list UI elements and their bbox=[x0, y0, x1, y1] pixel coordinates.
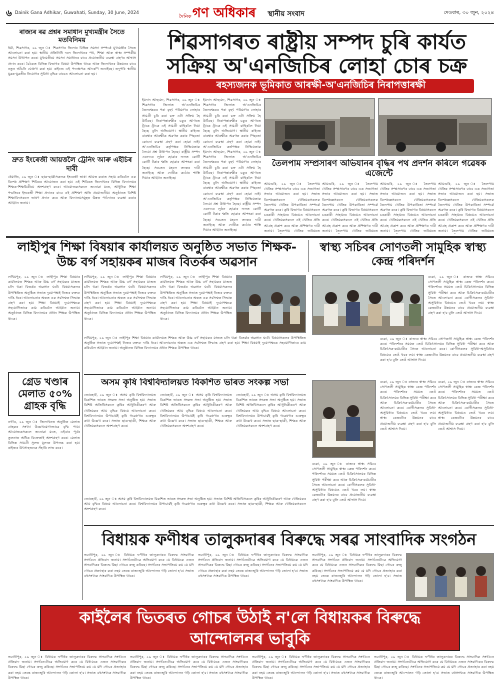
left-story1-body: ধৰ্মা, শিৱসাগৰ, ২৯ জুন ঃ শিৱসাগৰ জিলাৰ বিভিন্ন সমস্যা সম্পৰ্কে মুখ্যমন্ত্ৰীৰ সৈতে আলোচনা কৰা হয়। স্থানীয় প্ৰতিনিধি দলে জিলাখনৰ পথ, শিক্ষা আৰু স্বাস্থ্য সম্পৰ্কীয় সমস্যা উত্থাপন কৰে। মুখ্যমন্ত্ৰীয়ে সমস্যা সমাধানৰ বাবে প্ৰয়োজনীয় ব্যৱস্থা গ্ৰহণৰ আশ্বাস প্ৰদান কৰে। বৈঠকত বিভিন্ন বিভাগৰ বিষয়া উপস্থিত থাকে আৰু জিলাখনৰ উন্নয়নৰ বাবে নতুন আঁচনি ঘোষণা কৰা হয়। ৰাইজে এই পদক্ষেপক আদৰণি জনাইছে। তদুপৰি স্থানীয় যুৱক-যুৱতীৰ নিয়োগৰ সুবিধা বৃদ্ধিৰ বাবেও আলোচনা কৰা হয়। bbox=[8, 46, 136, 77]
main-headline: শিৱসাগৰত ৰাষ্ট্ৰীয় সম্পদ চুৰি কাৰ্যত সক্ৰিয় অ'এনজিচিৰ লোহা চোৰ চক্ৰ bbox=[166, 30, 468, 78]
row2-right-body-col5: বকো, ২৯ জুন ঃ ৰাজ্যৰ স্বাস্থ্য সচিবে সোণতলী সামুহিক স্বাস্থ্য কেন্দ্ৰ পৰিদৰ্শন কৰে। পৰিদৰ্শনৰ সময়ত তেওঁ চিকিৎসালয়ৰ বিভিন্ন সুবিধা পৰীক্ষা কৰে আৰু চিকিৎসক-কৰ্মচাৰীৰ সৈতে আলোচনা কৰে। ৰোগীসকলৰ সুবিধা-অসুবিধাৰ বিষয়েও তেওঁ খবৰ লয়। স্বাস্থ্য কেন্দ্ৰটোৰ উন্নয়নৰ বাবে প্ৰয়োজনীয় ব্যৱস্থা গ্ৰহণ কৰা হ'ব বুলি তেওঁ আশ্বাস দিয়ে। bbox=[438, 380, 494, 431]
column-rule bbox=[82, 275, 83, 600]
row2-right-headline: স্বাস্থ্য সচিবৰ সোণতলী সামুহিক স্বাস্থ্য কেন্দ্ৰ পৰিদৰ্শন bbox=[319, 240, 487, 268]
bottom-band-headline: কাইলৈৰ ভিতৰত গোচৰ উঠাই ন'লে বিধায়কৰ বিৰুদ্ধে আন্দোলনৰ ভাবুকি bbox=[40, 605, 460, 651]
left-story2-headline: দ্ৰুত ইংৰেজী আয়ত্তলৈ ট্ৰেনিং আৰু এইচিৰ দাবী bbox=[12, 156, 132, 173]
sidebar-box bbox=[8, 372, 80, 416]
middle-story-body-col1: আমগুৰি, ২৯ জুন ঃ তৈলপাম খেতিৰ সম্প্ৰসাৰণৰ বাবে এক সজাগতা সভাৰ আয়োজন কৰা হয়। সভাত বিশেষজ্ঞসকলে খেতিয়কসকলক তৈলপাম খেতিৰ উপকাৰিতা সম্পৰ্কে অৱগত কৰে। কৃষি বিভাগৰ বিষয়াসকলে চৰকাৰী সাহায্যৰ বিষয়েও আলোচনা কৰে। খেতিয়কসকলে এই খেতিৰ প্ৰতি আগ্ৰহ প্ৰকাশ কৰে আৰু প্ৰশিক্ষণৰ দাবী জনায়। তৈলপাম খেতিৰ জৰিয়তে bbox=[264, 182, 320, 233]
row2-left-headline: লাহীপুৰ শিক্ষা বিষয়াৰ কাৰ্যালয়ত অনুষ্ঠিত সভাত শিক্ষক-উচ্চ বৰ্গ সহায়কৰ মাজৰ বিতৰ্কৰ অৱসান bbox=[17, 240, 297, 269]
bottom-body-col6: ভবানীপুৰ, ২৯ জুন ঃ বিধায়ক ফণীধৰ তালুকদাৰৰ বিৰুদ্ধে সাংবাদিক সংগঠনে প্ৰতিবাদ জনায়। সংগঠনটোৱে অভিযোগ কৰে যে বিধায়কে এজন সাংবাদিকৰ বিৰুদ্ধে মিছা গোচৰ ৰুজু কৰিছে। সংগঠনৰ সভাপতিয়ে কয় যে যদি গোচৰ প্ৰত্যাহাৰ কৰা নহয় তেন্তে ৰাজ্যজুৰি আন্দোলন গঢ়ি তোলা হ'ব। সভাত বহুসংখ্যক সাংবাদিক উপস্থিত থাকে। bbox=[252, 655, 370, 680]
row2-right-body-col4: বকো, ২৯ জুন ঃ ৰাজ্যৰ স্বাস্থ্য সচিবে সোণতলী সামুহিক স্বাস্থ্য কেন্দ্ৰ পৰিদৰ্শন কৰে। পৰিদৰ্শনৰ সময়ত তেওঁ চিকিৎসালয়ৰ বিভিন্ন সুবিধা পৰীক্ষা কৰে আৰু চিকিৎসক-কৰ্মচাৰীৰ সৈতে আলোচনা কৰে। ৰোগীসকলৰ সুবিধা-অসুবিধাৰ বিষয়েও তেওঁ খবৰ লয়। স্বাস্থ্য কেন্দ্ৰটোৰ উন্নয়নৰ বাবে প্ৰয়োজনীয় ব্যৱস্থা গ্ৰহণ কৰা হ'ব বুলি তেওঁ আশ্বাস দিয়ে। bbox=[380, 380, 436, 431]
bottom-story-headline: বিধায়ক ফণীধৰ তালুকদাৰৰ বিৰুদ্ধে সৰৱ সাংবাদিক সংগঠন bbox=[101, 530, 477, 549]
divider bbox=[8, 152, 136, 153]
row2-left-photo bbox=[236, 275, 306, 333]
sidebar-box-headline: গ্ৰেড খণ্ডাৰ মেলাত ৫০% গ্ৰাহক বৃদ্ধি bbox=[18, 377, 72, 412]
agri-story-headline: অসম কৃষি বিশ্ববিদ্যালয়ত বিকশিত ভাৰত সংকল্প সভা bbox=[101, 378, 289, 388]
row2-right-body-col2: বকো, ২৯ জুন ঃ ৰাজ্যৰ স্বাস্থ্য সচিবে সোণতলী সামুহিক স্বাস্থ্য কেন্দ্ৰ পৰিদৰ্শন কৰে। পৰিদৰ্শনৰ সময়ত তেওঁ চিকিৎসালয়ৰ বিভিন্ন সুবিধা পৰীক্ষা কৰে আৰু চিকিৎসক-কৰ্মচাৰীৰ সৈতে আলোচনা কৰে। ৰোগীসকলৰ সুবিধা-অসুবিধাৰ বিষয়েও তেওঁ খবৰ লয়। স্বাস্থ্য কেন্দ্ৰটোৰ উন্নয়নৰ বাবে প্ৰয়োজনীয় ব্যৱস্থা গ্ৰহণ কৰা হ'ব বুলি তেওঁ আশ্বাস দিয়ে। bbox=[380, 337, 494, 362]
masthead bbox=[6, 4, 494, 24]
bottom-body-col7: ভবানীপুৰ, ২৯ জুন ঃ বিধায়ক ফণীধৰ তালুকদাৰৰ বিৰুদ্ধে সাংবাদিক সংগঠনে প্ৰতিবাদ জনায়। সংগঠনটোৱে অভিযোগ কৰে যে বিধায়কে এজন সাংবাদিকৰ বিৰুদ্ধে মিছা গোচৰ ৰুজু কৰিছে। সংগঠনৰ সভাপতিয়ে কয় যে যদি গোচৰ প্ৰত্যাহাৰ কৰা নহয় তেন্তে ৰাজ্যজুৰি আন্দোলন গঢ়ি তোলা হ'ব। সভাত বহুসংখ্যক সাংবাদিক উপস্থিত থাকে। bbox=[374, 655, 494, 680]
logo-title: গণ অধিকাৰ bbox=[192, 6, 256, 21]
bottom-body-col2: ভবানীপুৰ, ২৯ জুন ঃ বিধায়ক ফণীধৰ তালুকদাৰৰ বিৰুদ্ধে সাংবাদিক সংগঠনে প্ৰতিবাদ জনায়। সংগঠনটোৱে অভিযোগ কৰে যে বিধায়কে এজন সাংবাদিকৰ বিৰুদ্ধে মিছা গোচৰ ৰুজু কৰিছে। সংগঠনৰ সভাপতিয়ে কয় যে যদি গোচৰ প্ৰত্যাহাৰ কৰা নহয় তেন্তে ৰাজ্যজুৰি আন্দোলন গঢ়ি তোলা হ'ব। সভাত বহুসংখ্যক সাংবাদিক উপস্থিত থাকে। bbox=[198, 553, 308, 578]
dateline: Dainik Gana Adhikar, Guwahati, Sunday, 30 June, 2024 bbox=[14, 11, 139, 16]
agri-body-col1: জোৰহাট, ২৯ জুন ঃ অসম কৃষি বিশ্ববিদ্যালয়ত বিকশিত ভাৰত সংকল্প সভা অনুষ্ঠিত হয়। সভাত বিশিষ্ট অতিথিসকলে কৃষিৰ আধুনিকীকৰণ আৰু খেতিয়কৰ আয় বৃদ্ধিৰ বিষয়ে আলোচনা কৰে। বিশ্ববিদ্যালয়ৰ উপাচাৰ্যই কৃষি গৱেষণাৰ গুৰুত্বৰ কথা উল্লেখ কৰে। সভাত ছাত্ৰ-ছাত্ৰী, শিক্ষক আৰু খেতিয়কসকলে অংশগ্ৰহণ কৰে। bbox=[84, 393, 156, 429]
section-divider bbox=[6, 236, 494, 238]
page-number: ৬ bbox=[6, 9, 12, 19]
row2-right-body-col1: বকো, ২৯ জুন ঃ ৰাজ্যৰ স্বাস্থ্য সচিবে সোণতলী সামুহিক স্বাস্থ্য কেন্দ্ৰ পৰিদৰ্শন কৰে। পৰিদৰ্শনৰ সময়ত তেওঁ চিকিৎসালয়ৰ বিভিন্ন সুবিধা পৰীক্ষা কৰে আৰু চিকিৎসক-কৰ্মচাৰীৰ সৈতে আলোচনা কৰে। ৰোগীসকলৰ সুবিধা-অসুবিধাৰ বিষয়েও তেওঁ খবৰ লয়। স্বাস্থ্য কেন্দ্ৰটোৰ উন্নয়নৰ বাবে প্ৰয়োজনীয় ব্যৱস্থা গ্ৰহণ কৰা হ'ব বুলি তেওঁ আশ্বাস দিয়ে। bbox=[428, 275, 494, 316]
row2-left-body-lower: লখিমপুৰ, ২৯ জুন ঃ লাহীপুৰ শিক্ষা বিষয়াৰ কাৰ্যালয়ত শিক্ষক আৰু উচ্চ বৰ্গ সহায়কৰ মাজত চলি থকা বিতৰ্কৰ অৱসান ঘটে। বিষয়াসকলৰ উপস্থিতিত অনুষ্ঠিত সভাত দুয়োপক্ষই নিজৰ বক্তব্য দাঙি ধৰে। আলোচনাৰ অন্তত এক সৰ্বসন্মত সিদ্ধান্ত গ্ৰহণ কৰা হয়। শিক্ষা বিষয়াই দুয়োপক্ষকে সহযোগিতাৰে কাম কৰিবলৈ আহ্বান জনায়। অনুষ্ঠানত বিভিন্ন বিদ্যালয়ৰ প্ৰধান শিক্ষক উপস্থিত থাকে। bbox=[84, 336, 306, 351]
section-divider bbox=[84, 525, 494, 526]
row2-right-photo bbox=[312, 275, 424, 335]
left-story2-body: ধেমাজি, ২৯ জুন ঃ ছাত্ৰ-ছাত্ৰীসকলক ইংৰেজী ভাষা আয়ত্ত কৰাত সহায় কৰিবলৈ এক বিশেষ প্ৰশিক্ষণ শিবিৰৰ আয়োজন কৰা হয়। এই শিবিৰত জিলাখনৰ বিভিন্ন বিদ্যালয়ৰ শিক্ষক-শিক্ষয়িত্ৰীয়ে অংশগ্ৰহণ কৰে। আয়োজকসকলে জনোৱা মতে, আধুনিক শিক্ষা পদ্ধতিৰে ইংৰেজী শিক্ষা প্ৰদানৰ বাবে এই প্ৰশিক্ষণ অতি প্ৰয়োজনীয়। অনুষ্ঠানত বিশিষ্ট শিক্ষাবিদসকলে ভাষণ প্ৰদান কৰে আৰু বিদ্যালয়সমূহত উন্নত পাঠদানৰ ব্যৱস্থা কৰাৰ আহ্বান জনায়। bbox=[8, 175, 136, 206]
middle-story-body-col2: আমগুৰি, ২৯ জুন ঃ তৈলপাম খেতিৰ সম্প্ৰসাৰণৰ বাবে এক সজাগতা সভাৰ আয়োজন কৰা হয়। সভাত বিশেষজ্ঞসকলে খেতিয়কসকলক তৈলপাম খেতিৰ উপকাৰিতা সম্পৰ্কে অৱগত কৰে। কৃষি বিভাগৰ বিষয়াসকলে চৰকাৰী সাহায্যৰ বিষয়েও আলোচনা কৰে। খেতিয়কসকলে এই খেতিৰ প্ৰতি আগ্ৰহ প্ৰকাশ কৰে আৰু প্ৰশিক্ষণৰ দাবী জনায়। তৈলপাম খেতিৰ জৰিয়তে bbox=[322, 182, 378, 233]
newspaper-logo bbox=[179, 7, 256, 20]
bottom-body-col3: ভবানীপুৰ, ২৯ জুন ঃ বিধায়ক ফণীধৰ তালুকদাৰৰ বিৰুদ্ধে সাংবাদিক সংগঠনে প্ৰতিবাদ জনায়। সংগঠনটোৱে অভিযোগ কৰে যে বিধায়কে এজন সাংবাদিকৰ বিৰুদ্ধে মিছা গোচৰ ৰুজু কৰিছে। সংগঠনৰ সভাপতিয়ে কয় যে যদি গোচৰ প্ৰত্যাহাৰ কৰা নহয় তেন্তে ৰাজ্যজুৰি আন্দোলন গঢ়ি তোলা হ'ব। সভাত বহুসংখ্যক সাংবাদিক উপস্থিত থাকে। bbox=[312, 553, 402, 584]
column-rule bbox=[308, 240, 309, 272]
agri-body-col2: জোৰহাট, ২৯ জুন ঃ অসম কৃষি বিশ্ববিদ্যালয়ত বিকশিত ভাৰত সংকল্প সভা অনুষ্ঠিত হয়। সভাত বিশিষ্ট অতিথিসকলে কৃষিৰ আধুনিকীকৰণ আৰু খেতিয়কৰ আয় বৃদ্ধিৰ বিষয়ে আলোচনা কৰে। বিশ্ববিদ্যালয়ৰ উপাচাৰ্যই কৃষি গৱেষণাৰ গুৰুত্বৰ কথা উল্লেখ কৰে। সভাত ছাত্ৰ-ছাত্ৰী, শিক্ষক আৰু খেতিয়কসকলে অংশগ্ৰহণ কৰে। bbox=[160, 393, 232, 429]
main-story-body-col2: ইমদাদ আহমেদ, শিৱসাগৰ, ২৯ জুন ঃ শিৱসাগৰ জিলাত অ'এনজিচিৰ তৈলক্ষেত্ৰৰ পৰা বৃহৎ পৰিমাণৰ লোহাৰ সামগ্ৰী চুৰি কৰা চক্ৰ এটা সক্ৰিয় হৈ উঠিছে। নিৰাপত্তাৰক্ষীৰ চকুৰ আগতে ট্ৰাকে ট্ৰাকে এই সামগ্ৰী বাহিৰলৈ নিয়া হৈছে বুলি অভিযোগ। স্থানীয় ৰাইজে বাৰম্বাৰ আৰক্ষীক অৱগত কৰাৰ পিছতো কোনো ব্যৱস্থা গ্ৰহণ কৰা হোৱা নাই। অ'এনজিচিৰ কৰ্তৃপক্ষৰ নিষ্ক্ৰিয়তাক bbox=[203, 98, 261, 148]
bottom-body-col1: ভবানীপুৰ, ২৯ জুন ঃ বিধায়ক ফণীধৰ তালুকদাৰৰ বিৰুদ্ধে সাংবাদিক সংগঠনে প্ৰতিবাদ জনায়। সংগঠনটোৱে অভিযোগ কৰে যে বিধায়কে এজন সাংবাদিকৰ বিৰুদ্ধে মিছা গোচৰ ৰুজু কৰিছে। সংগঠনৰ সভাপতিয়ে কয় যে যদি গোচৰ প্ৰত্যাহাৰ কৰা নহয় তেন্তে ৰাজ্যজুৰি আন্দোলন গঢ়ি তোলা হ'ব। সভাত বহুসংখ্যক সাংবাদিক উপস্থিত থাকে। bbox=[84, 553, 194, 578]
meeting-photo bbox=[312, 380, 376, 458]
agri-body-col3: জোৰহাট, ২৯ জুন ঃ অসম কৃষি বিশ্ববিদ্যালয়ত বিকশিত ভাৰত সংকল্প সভা অনুষ্ঠিত হয়। সভাত বিশিষ্ট অতিথিসকলে কৃষিৰ আধুনিকীকৰণ আৰু খেতিয়কৰ আয় বৃদ্ধিৰ বিষয়ে আলোচনা কৰে। বিশ্ববিদ্যালয়ৰ উপাচাৰ্যই কৃষি গৱেষণাৰ গুৰুত্বৰ কথা উল্লেখ কৰে। সভাত ছাত্ৰ-ছাত্ৰী, শিক্ষক আৰু খেতিয়কসকলে অংশগ্ৰহণ কৰে। bbox=[236, 393, 306, 429]
middle-story-body-col4: আমগুৰি, ২৯ জুন ঃ তৈলপাম খেতিৰ সম্প্ৰসাৰণৰ বাবে এক সজাগতা সভাৰ আয়োজন কৰা হয়। সভাত বিশেষজ্ঞসকলে খেতিয়কসকলক তৈলপাম খেতিৰ উপকাৰিতা সম্পৰ্কে অৱগত কৰে। কৃষি বিভাগৰ বিষয়াসকলে চৰকাৰী সাহায্যৰ বিষয়েও আলোচনা কৰে। খেতিয়কসকলে এই খেতিৰ প্ৰতি আগ্ৰহ প্ৰকাশ কৰে আৰু প্ৰশিক্ষণৰ দাবী জনায়। তৈলপাম খেতিৰ জৰিয়তে bbox=[438, 182, 494, 233]
bottom-body-col4: ভবানীপুৰ, ২৯ জুন ঃ বিধায়ক ফণীধৰ তালুকদাৰৰ বিৰুদ্ধে সাংবাদিক সংগঠনে প্ৰতিবাদ জনায়। সংগঠনটোৱে অভিযোগ কৰে যে বিধায়কে এজন সাংবাদিকৰ বিৰুদ্ধে মিছা গোচৰ ৰুজু কৰিছে। সংগঠনৰ সভাপতিয়ে কয় যে যদি গোচৰ প্ৰত্যাহাৰ কৰা নহয় তেন্তে ৰাজ্যজুৰি আন্দোলন গঢ়ি তোলা হ'ব। সভাত বহুসংখ্যক সাংবাদিক উপস্থিত থাকে। bbox=[8, 655, 126, 680]
sidebar-body: নগাঁও, ২৯ জুন ঃ জিলাখনত অনুষ্ঠিত মেলাত গ্ৰাহকৰ সংখ্যা উল্লেখযোগ্যভাৱে বৃদ্ধি পায়। আয়োজকসকলে জনোৱা মতে, এইবাৰ পূৰ্বৰ তুলনাত অধিক বিক্ৰেতাই অংশগ্ৰহণ কৰে। মেলাত বিভিন্ন সামগ্ৰী সুলভ মূল্যত উপলব্ধ কৰা হয়। ৰাইজৰ উৎসাহজনক সঁহাৰি লাভ কৰে। bbox=[8, 420, 80, 451]
middle-story-body-col3: আমগুৰি, ২৯ জুন ঃ তৈলপাম খেতিৰ সম্প্ৰসাৰণৰ বাবে এক সজাগতা সভাৰ আয়োজন কৰা হয়। সভাত বিশেষজ্ঞসকলে খেতিয়কসকলক তৈলপাম খেতিৰ উপকাৰিতা সম্পৰ্কে অৱগত কৰে। কৃষি বিভাগৰ বিষয়াসকলে চৰকাৰী সাহায্যৰ বিষয়েও আলোচনা কৰে। খেতিয়কসকলে এই খেতিৰ প্ৰতি আগ্ৰহ প্ৰকাশ কৰে আৰু প্ৰশিক্ষণৰ দাবী জনায়। তৈলপাম খেতিৰ জৰিয়তে bbox=[380, 182, 436, 233]
row2-left-body-col3: লখিমপুৰ, ২৯ জুন ঃ লাহীপুৰ শিক্ষা বিষয়াৰ কাৰ্যালয়ত শিক্ষক আৰু উচ্চ বৰ্গ সহায়কৰ মাজত চলি থকা বিতৰ্কৰ অৱসান ঘটে। বিষয়াসকলৰ উপস্থিতিত অনুষ্ঠিত সভাত দুয়োপক্ষই নিজৰ বক্তব্য দাঙি ধৰে। আলোচনাৰ অন্তত এক সৰ্বসন্মত সিদ্ধান্ত গ্ৰহণ কৰা হয়। শিক্ষা বিষয়াই দুয়োপক্ষকে সহযোগিতাৰে কাম কৰিবলৈ আহ্বান জনায়। অনুষ্ঠানত বিভিন্ন বিদ্যালয়ৰ প্ৰধান শিক্ষক উপস্থিত থাকে। bbox=[160, 275, 232, 321]
main-photo-2 bbox=[378, 98, 492, 156]
main-story-body-col1: ইমদাদ আহমেদ, শিৱসাগৰ, ২৯ জুন ঃ শিৱসাগৰ জিলাত অ'এনজিচিৰ তৈলক্ষেত্ৰৰ পৰা বৃহৎ পৰিমাণৰ লোহাৰ সামগ্ৰী চুৰি কৰা চক্ৰ এটা সক্ৰিয় হৈ উঠিছে। নিৰাপত্তাৰক্ষীৰ চকুৰ আগতে ট্ৰাকে ট্ৰাকে এই সামগ্ৰী বাহিৰলৈ নিয়া হৈছে বুলি অভিযোগ। স্থানীয় ৰাইজে বাৰম্বাৰ আৰক্ষীক অৱগত কৰাৰ পিছতো কোনো ব্যৱস্থা গ্ৰহণ কৰা হোৱা নাই। অ'এনজিচিৰ কৰ্তৃপক্ষৰ নিষ্ক্ৰিয়তাক লৈয়ো প্ৰশ্ন উত্থাপন হৈছে। ৰাষ্ট্ৰীয় সম্পদ এনেদৰে লুণ্ঠন হোৱাৰ ফলত কোটি কোটি টকাৰ ক্ষতি হোৱাৰ আশংকা কৰা হৈছে। সচেতন মহলে তদন্তৰ দাবী জনাইছে আৰু দোষীক কঠোৰ শাস্তি দিয়াৰ আহ্বান জনাইছে। bbox=[142, 98, 200, 181]
section-label: স্থানীয় সংবাদ bbox=[267, 9, 305, 18]
row2-right-body-col3: বকো, ২৯ জুন ঃ ৰাজ্যৰ স্বাস্থ্য সচিবে সোণতলী সামুহিক স্বাস্থ্য কেন্দ্ৰ পৰিদৰ্শন কৰে। পৰিদৰ্শনৰ সময়ত তেওঁ চিকিৎসালয়ৰ বিভিন্ন সুবিধা পৰীক্ষা কৰে আৰু চিকিৎসক-কৰ্মচাৰীৰ সৈতে আলোচনা কৰে। ৰোগীসকলৰ সুবিধা-অসুবিধাৰ বিষয়েও তেওঁ খবৰ লয়। স্বাস্থ্য কেন্দ্ৰটোৰ উন্নয়নৰ বাবে প্ৰয়োজনীয় ব্যৱস্থা গ্ৰহণ কৰা হ'ব বুলি তেওঁ আশ্বাস দিয়ে। bbox=[312, 462, 376, 503]
main-kicker: ৰহস্যজনক ভূমিকাত আৰক্ষী-অ'এনজিচিৰ নিৰাপত্তাৰক্ষী bbox=[168, 79, 474, 93]
main-story-body-col3: ইমদাদ আহমেদ, শিৱসাগৰ, ২৯ জুন ঃ শিৱসাগৰ জিলাত অ'এনজিচিৰ তৈলক্ষেত্ৰৰ পৰা বৃহৎ পৰিমাণৰ লোহাৰ সামগ্ৰী চুৰি কৰা চক্ৰ এটা সক্ৰিয় হৈ উঠিছে। নিৰাপত্তাৰক্ষীৰ চকুৰ আগতে ট্ৰাকে ট্ৰাকে এই সামগ্ৰী বাহিৰলৈ নিয়া হৈছে বুলি অভিযোগ। স্থানীয় ৰাইজে বাৰম্বাৰ আৰক্ষীক অৱগত কৰাৰ পিছতো কোনো ব্যৱস্থা গ্ৰহণ কৰা হোৱা নাই। অ'এনজিচিৰ কৰ্তৃপক্ষৰ নিষ্ক্ৰিয়তাক লৈয়ো প্ৰশ্ন উত্থাপন হৈছে। ৰাষ্ট্ৰীয় সম্পদ এনেদৰে লুণ্ঠন হোৱাৰ ফলত কোটি কোটি টকাৰ ক্ষতি হোৱাৰ আশংকা কৰা হৈছে। সচেতন মহলে তদন্তৰ দাবী জনাইছে আৰু দোষীক কঠোৰ শাস্তি দিয়াৰ আহ্বান জনাইছে। bbox=[203, 150, 261, 233]
left-story1-headline: ৰাজ্যৰ ৰৱ প্ৰশ্নৰ সমাধান মুখ্যমন্ত্ৰীৰ সৈতে মতবিনিময় bbox=[19, 28, 125, 44]
row2-left-body-col2: লখিমপুৰ, ২৯ জুন ঃ লাহীপুৰ শিক্ষা বিষয়াৰ কাৰ্যালয়ত শিক্ষক আৰু উচ্চ বৰ্গ সহায়কৰ মাজত চলি থকা বিতৰ্কৰ অৱসান ঘটে। বিষয়াসকলৰ উপস্থিতিত অনুষ্ঠিত সভাত দুয়োপক্ষই নিজৰ বক্তব্য দাঙি ধৰে। আলোচনাৰ অন্তত এক সৰ্বসন্মত সিদ্ধান্ত গ্ৰহণ কৰা হয়। শিক্ষা বিষয়াই দুয়োপক্ষকে সহযোগিতাৰে কাম কৰিবলৈ আহ্বান জনায়। অনুষ্ঠানত বিভিন্ন বিদ্যালয়ৰ প্ৰধান শিক্ষক উপস্থিত থাকে। bbox=[84, 275, 156, 321]
main-photo-1 bbox=[264, 98, 375, 156]
column-rule bbox=[138, 28, 139, 233]
agri-body-lower: জোৰহাট, ২৯ জুন ঃ অসম কৃষি বিশ্ববিদ্যালয়ত বিকশিত ভাৰত সংকল্প সভা অনুষ্ঠিত হয়। সভাত বিশিষ্ট অতিথিসকলে কৃষিৰ আধুনিকীকৰণ আৰু খেতিয়কৰ আয় বৃদ্ধিৰ বিষয়ে আলোচনা কৰে। বিশ্ববিদ্যালয়ৰ উপাচাৰ্যই কৃষি গৱেষণাৰ গুৰুত্বৰ কথা উল্লেখ কৰে। সভাত ছাত্ৰ-ছাত্ৰী, শিক্ষক আৰু খেতিয়কসকলে অংশগ্ৰহণ কৰে। bbox=[84, 497, 306, 512]
bottom-photo bbox=[406, 553, 494, 601]
row2-left-body-col1: লখিমপুৰ, ২৯ জুন ঃ লাহীপুৰ শিক্ষা বিষয়াৰ কাৰ্যালয়ত শিক্ষক আৰু উচ্চ বৰ্গ সহায়কৰ মাজত চলি থকা বিতৰ্কৰ অৱসান ঘটে। বিষয়াসকলৰ উপস্থিতিত অনুষ্ঠিত সভাত দুয়োপক্ষই নিজৰ বক্তব্য দাঙি ধৰে। আলোচনাৰ অন্তত এক সৰ্বসন্মত সিদ্ধান্ত গ্ৰহণ কৰা হয়। শিক্ষা বিষয়াই দুয়োপক্ষকে সহযোগিতাৰে কাম কৰিবলৈ আহ্বান জনায়। অনুষ্ঠানত বিভিন্ন বিদ্যালয়ৰ প্ৰধান শিক্ষক উপস্থিত থাকে। bbox=[8, 275, 80, 321]
divider bbox=[84, 374, 306, 375]
bottom-body-col5: ভবানীপুৰ, ২৯ জুন ঃ বিধায়ক ফণীধৰ তালুকদাৰৰ বিৰুদ্ধে সাংবাদিক সংগঠনে প্ৰতিবাদ জনায়। সংগঠনটোৱে অভিযোগ কৰে যে বিধায়কে এজন সাংবাদিকৰ বিৰুদ্ধে মিছা গোচৰ ৰুজু কৰিছে। সংগঠনৰ সভাপতিয়ে কয় যে যদি গোচৰ প্ৰত্যাহাৰ কৰা নহয় তেন্তে ৰাজ্যজুৰি আন্দোলন গঢ়ি তোলা হ'ব। সভাত বহুসংখ্যক সাংবাদিক উপস্থিত থাকে। bbox=[130, 655, 248, 680]
issue-date: দেওবাৰ, ৩০ জুন, ২০২৪ bbox=[443, 9, 494, 16]
logo-small: দৈনিক bbox=[178, 14, 192, 20]
middle-story-headline: তৈলপাম সম্প্ৰসাৰণ অভিযানৰ বৃদ্ধিৰ পথ প্ৰদৰ্শন কৰিলে গৱেষক এজেন্টে bbox=[271, 159, 487, 179]
